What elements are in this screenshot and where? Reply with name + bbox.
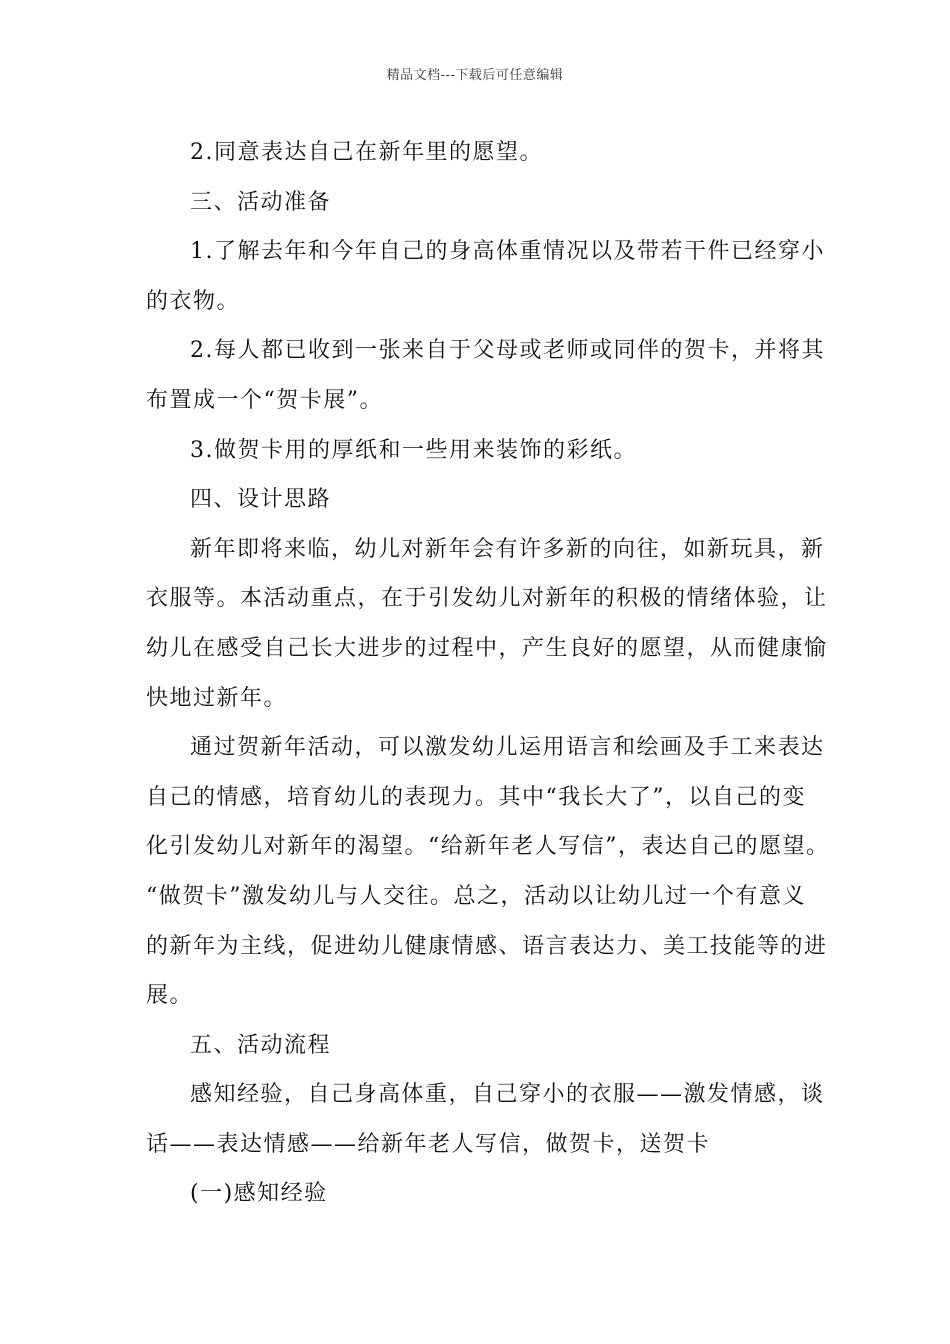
text-line: 感知经验，自己身高体重，自己穿小的衣服——激发情感，谈 <box>190 1082 825 1108</box>
text-line: 2.同意表达自己在新年里的愿望。 <box>190 140 543 165</box>
text-line: 的衣物。 <box>146 288 241 314</box>
text-line: 化引发幼儿对新年的渴望。“给新年老人写信”，表达自己的愿望。 <box>146 834 830 860</box>
text-line: 自己的情感，培育幼儿的表现力。其中“我长大了”，以自己的变 <box>146 784 806 810</box>
text-line: 1.了解去年和今年自己的身高体重情况以及带若干件已经穿小 <box>190 239 825 265</box>
section-heading: 五、活动流程 <box>190 1032 332 1058</box>
text-line: 2.每人都已收到一张来自于父母或老师或同伴的贺卡，并将其 <box>190 338 825 364</box>
text-line: 新年即将来临，幼儿对新年会有许多新的向往，如新玩具，新 <box>190 536 825 562</box>
section-heading: 四、设计思路 <box>190 487 332 513</box>
text-line: 衣服等。本活动重点，在于引发幼儿对新年的积极的情绪体验，让 <box>146 586 828 612</box>
document-body <box>146 128 830 1219</box>
text-line: 的新年为主线，促进幼儿健康情感、语言表达力、美工技能等的进 <box>146 933 828 959</box>
text-line: “做贺卡”激发幼儿与人交往。总之，活动以让幼儿过一个有意义 <box>146 883 806 909</box>
page-header: 精品文档---下载后可任意编辑 <box>386 68 564 83</box>
text-line: 布置成一个“贺卡展”。 <box>146 387 383 413</box>
text-line: 幼儿在感受自己长大进步的过程中，产生良好的愿望，从而健康愉 <box>146 635 828 661</box>
section-heading: 三、活动准备 <box>190 189 332 215</box>
subsection-heading: (一)感知经验 <box>190 1181 328 1207</box>
text-line: 话——表达情感——给新年老人写信，做贺卡，送贺卡 <box>146 1131 711 1157</box>
text-line: 展。 <box>146 983 194 1009</box>
text-line: 通过贺新年活动，可以激发幼儿运用语言和绘画及手工来表达 <box>190 735 825 761</box>
text-line: 3.做贺卡用的厚纸和一些用来装饰的彩纸。 <box>190 437 637 463</box>
text-line: 快地过新年。 <box>146 685 288 711</box>
